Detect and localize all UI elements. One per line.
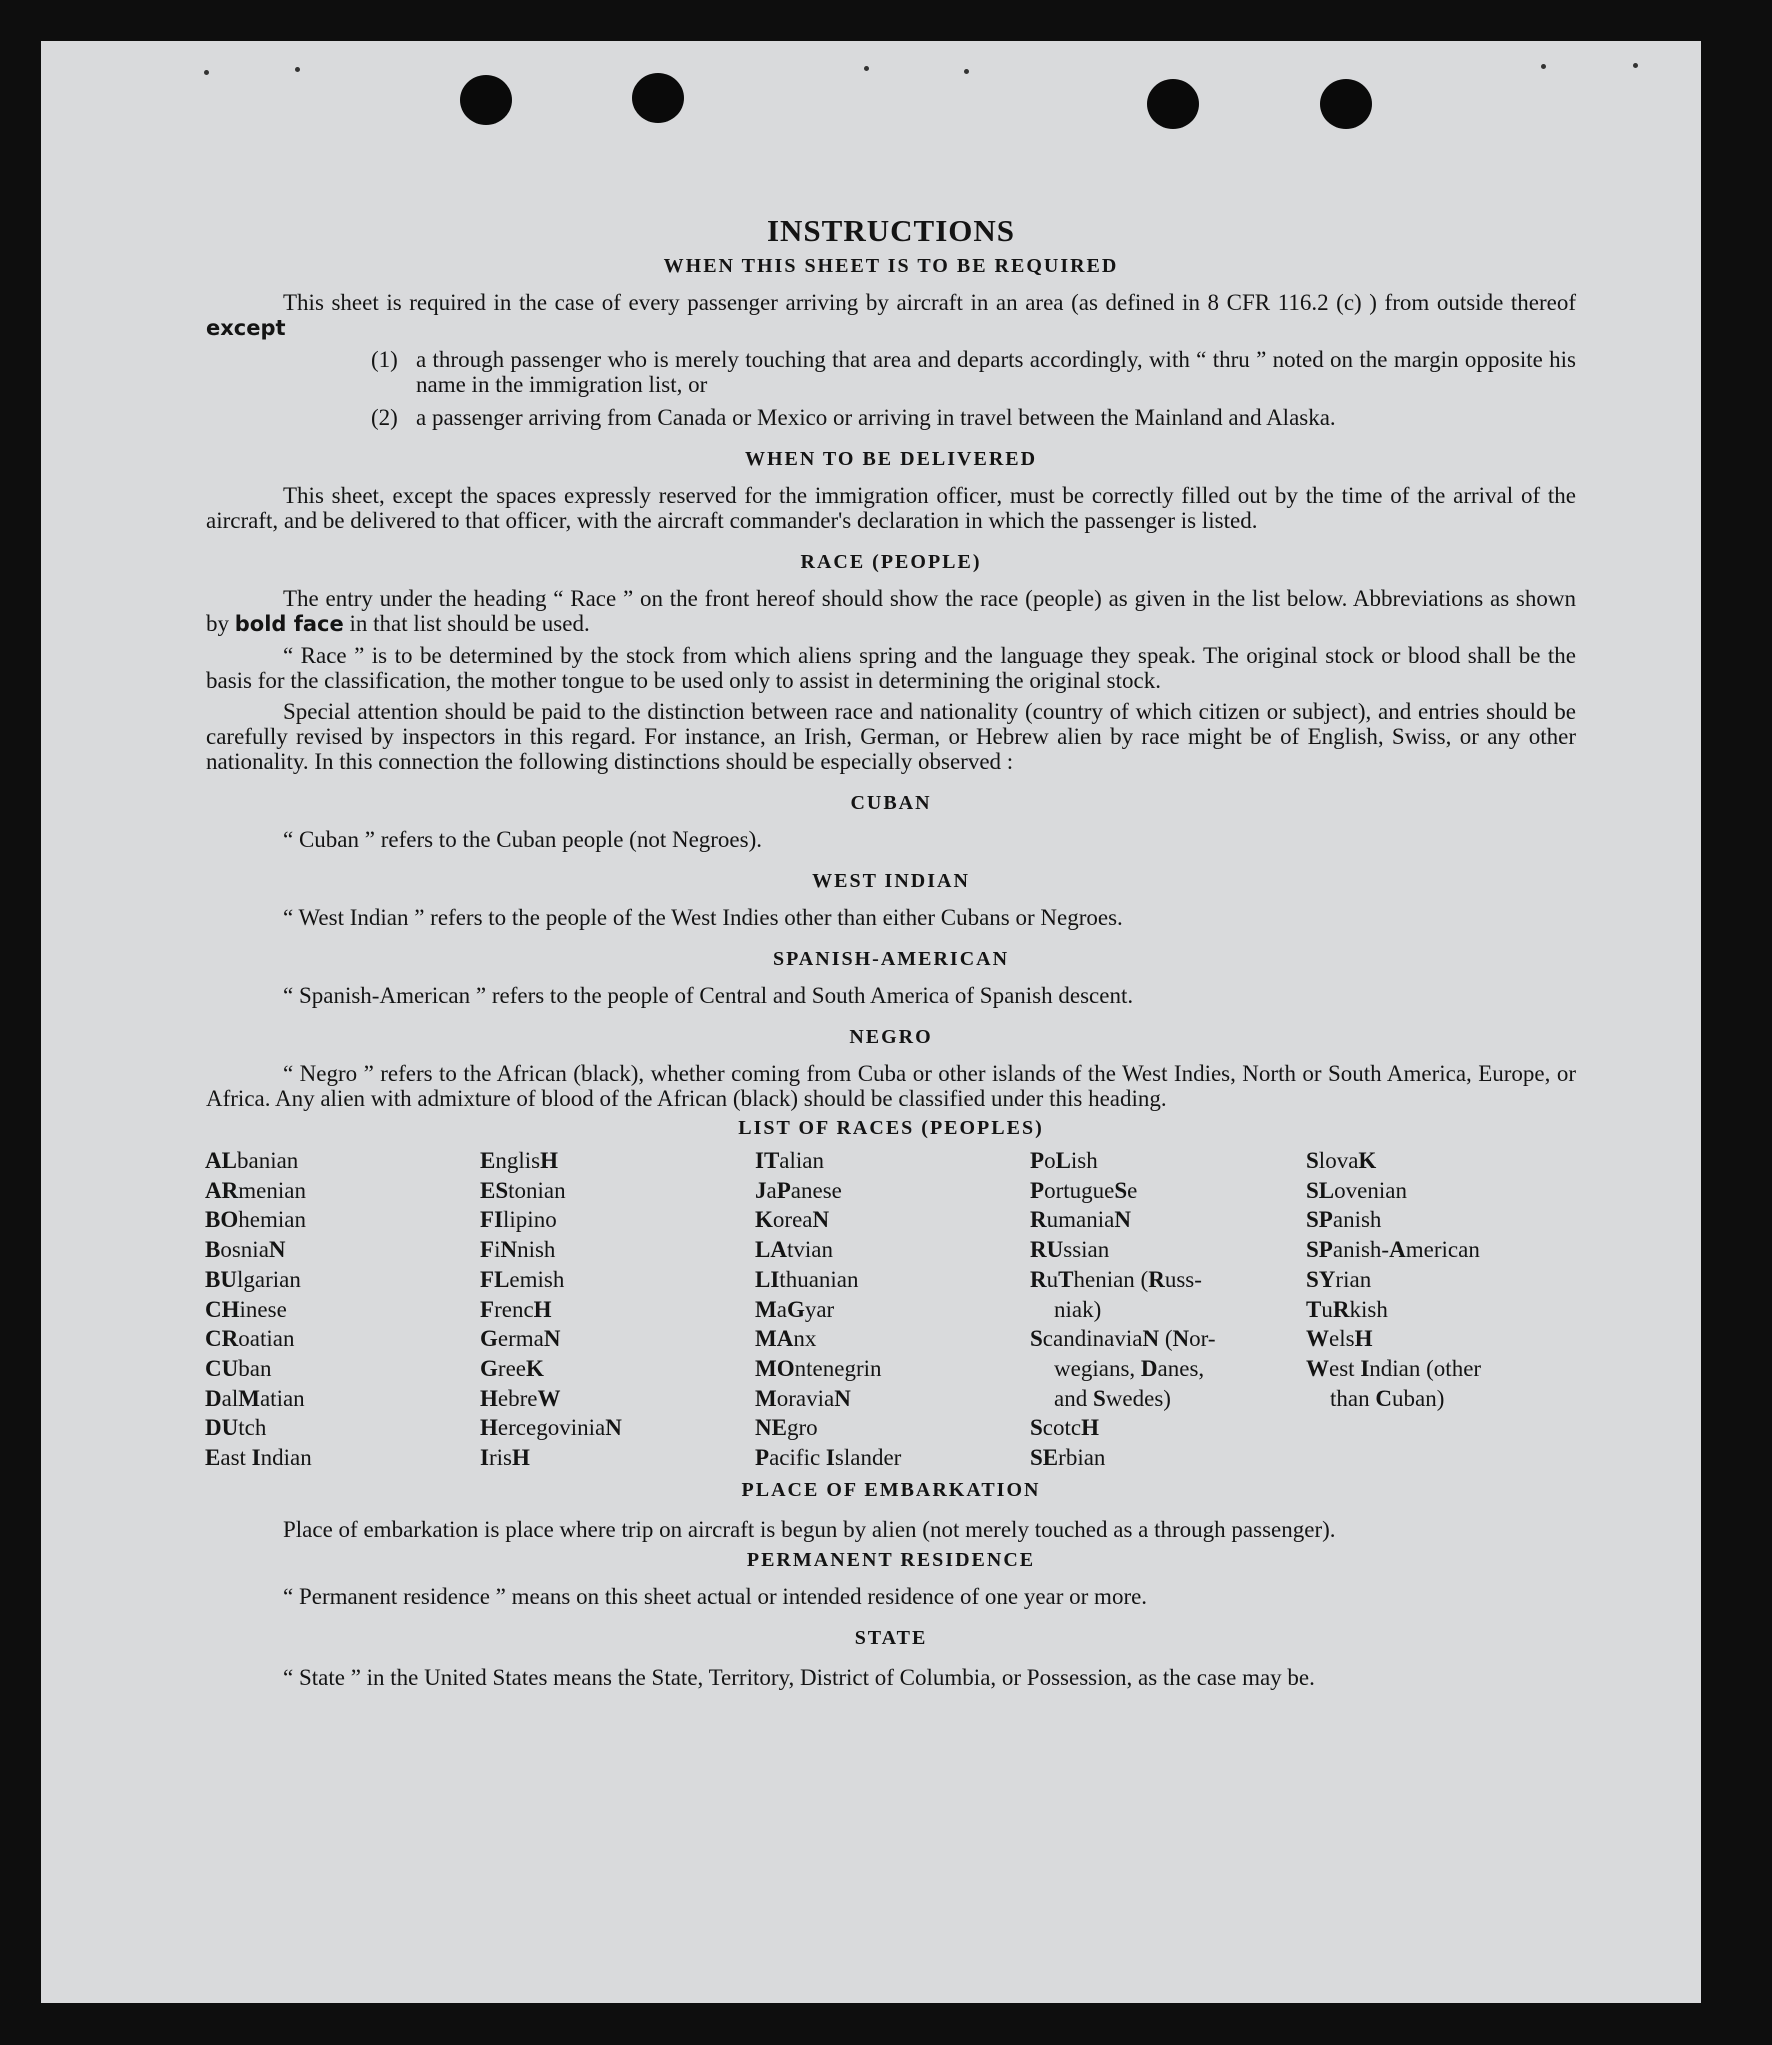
heading-state: STATE	[854, 1626, 928, 1649]
race-entry: CHinese	[205, 1296, 287, 1322]
race-entry: FLemish	[480, 1266, 565, 1292]
race-entry: HercegoviniaN	[480, 1415, 622, 1441]
heading-when-required: WHEN THIS SHEET IS TO BE REQUIRED	[663, 255, 1119, 277]
race-entry: WelsH	[1306, 1326, 1373, 1352]
race-entry: and Swedes)	[1054, 1385, 1171, 1411]
race-entry: BosniaN	[205, 1237, 286, 1263]
race-entry: GreeK	[480, 1355, 544, 1381]
paper-speck	[204, 70, 209, 75]
heading-cuban: CUBAN	[850, 792, 932, 814]
race-entry: ALbanian	[205, 1148, 299, 1173]
delivered-text: This sheet, except the spaces expressly reserved for the immigration officer, must be correctly filled out by the time of the arrival of the aircraft, and be delivered to that officer, with the aircraft commander's declaration in which the passenger is listed.	[206, 483, 1576, 533]
west-indian-text: “ West Indian ” refers to the people of the West Indies other than either Cubans or Negroes.	[283, 905, 1123, 930]
race-entry: niak)	[1054, 1296, 1102, 1322]
spanish-american-text: “ Spanish-American ” refers to the people of Central and South America of Spanish descent.	[283, 983, 1134, 1008]
state-text: “ State ” in the United States means the State, Territory, District of Columbia, or Possession, as the case may be.	[283, 1664, 1315, 1690]
race-column	[755, 1146, 1030, 1473]
race-entry: SPanish-American	[1306, 1237, 1480, 1263]
race-entry: TuRkish	[1306, 1296, 1388, 1322]
punch-hole	[1320, 79, 1372, 129]
race-entry: Pacific Islander	[755, 1445, 902, 1471]
race-entry: LIthuanian	[755, 1266, 859, 1292]
race-entry: CUban	[205, 1355, 272, 1381]
cuban-text: “ Cuban ” refers to the Cuban people (not Negroes).	[283, 827, 763, 852]
required-except: except	[206, 316, 286, 340]
punch-hole	[632, 73, 684, 123]
race-entry: SlovaK	[1306, 1148, 1377, 1173]
heading-spanish-american: SPANISH-AMERICAN	[772, 948, 1010, 970]
exception-list	[206, 347, 1576, 430]
race-entry: EStonian	[480, 1177, 566, 1203]
race-entry: than Cuban)	[1330, 1385, 1445, 1411]
document-sheet	[41, 41, 1701, 2003]
race-entry: BOhemian	[205, 1207, 306, 1233]
race-entry: West Indian (other	[1306, 1355, 1482, 1381]
race-entry: RuThenian (Russ-	[1030, 1266, 1202, 1292]
heading-embarkation: PLACE OF EMBARKATION	[741, 1478, 1041, 1501]
race-entry: FiNnish	[480, 1237, 556, 1263]
required-intro: This sheet is required in the case of every passenger arriving by aircraft in an area (as defined in 8 CFR 116.2 (c) ) from outside thereof except	[206, 290, 1576, 340]
heading-list-of-races: LIST OF RACES (PEOPLES)	[738, 1117, 1044, 1139]
paper-speck	[1633, 63, 1638, 68]
race-paragraph-1: The entry under the heading “ Race ” on the front hereof should show the race (people) as given in the list below. Abbreviations as shown by bold face in that list should be used.	[206, 586, 1576, 636]
race-paragraph-2: “ Race ” is to be determined by the stock from which aliens spring and the language they speak. The original stock or blood shall be the basis for the classification, the mother tongue to be used only to assist in determining the original stock.	[206, 643, 1576, 693]
race-entry: wegians, Danes,	[1054, 1355, 1205, 1381]
race-entry: ScandinaviaN (Nor-	[1030, 1326, 1216, 1352]
race-entry: ScotcH	[1030, 1415, 1100, 1441]
race-entry: BUlgarian	[205, 1266, 301, 1292]
race-entry: IrisH	[480, 1445, 530, 1471]
race-entry: ITalian	[755, 1148, 825, 1173]
race-list	[205, 1146, 1576, 1473]
race-column	[1030, 1146, 1306, 1473]
race-entry: MaGyar	[755, 1296, 835, 1322]
bold-face-label: bold face	[234, 612, 344, 636]
race-entry: KoreaN	[755, 1207, 830, 1233]
heading-permanent-residence: PERMANENT RESIDENCE	[746, 1548, 1036, 1571]
race-entry: ARmenian	[205, 1177, 306, 1203]
negro-text: “ Negro ” refers to the African (black), whether coming from Cuba or other islands of the West Indies, North or South America, Europe, or Africa. Any alien with admixture of blood of the African (black) should be classified under this heading.	[206, 1061, 1576, 1111]
race-entry: FrencH	[480, 1296, 552, 1322]
race-column	[480, 1146, 755, 1473]
race-entry: PortugueSe	[1030, 1177, 1138, 1203]
instructions-body	[206, 171, 1576, 1699]
race-entry: CRoatian	[205, 1326, 295, 1352]
paper-speck	[864, 66, 869, 71]
race-entry: MOntenegrin	[755, 1355, 882, 1381]
exception-item: (1) a through passenger who is merely touching that area and departs accordingly, with “ thru ” noted on the margin opposite his name in the immigration list, or	[371, 347, 1576, 397]
race-entry: NEgro	[755, 1415, 818, 1441]
race-entry: SYrian	[1306, 1266, 1372, 1292]
heading-negro: NEGRO	[849, 1026, 933, 1048]
race-column	[1306, 1146, 1575, 1473]
race-entry: HebreW	[480, 1385, 561, 1411]
exception-item: (2) a passenger arriving from Canada or Mexico or arriving in travel between the Mainland and Alaska.	[371, 405, 1336, 430]
race-column	[205, 1146, 480, 1473]
race-entry: East Indian	[205, 1445, 312, 1471]
race-entry: GermaN	[480, 1326, 561, 1352]
race-entry: RumaniaN	[1030, 1207, 1131, 1233]
race-entry: JaPanese	[755, 1177, 842, 1203]
race-entry: DalMatian	[205, 1385, 305, 1411]
race-entry: DUtch	[205, 1415, 267, 1441]
permanent-residence-text: “ Permanent residence ” means on this sheet actual or intended residence of one year or more.	[283, 1583, 1148, 1609]
embarkation-text: Place of embarkation is place where trip on aircraft is begun by alien (not merely touched as a through passenger).	[283, 1516, 1336, 1542]
race-entry: SPanish	[1306, 1207, 1382, 1233]
race-entry: EnglisH	[480, 1148, 558, 1173]
punch-hole	[460, 75, 512, 125]
race-paragraph-3: Special attention should be paid to the distinction between race and nationality (country of which citizen or subject), and entries should be carefully revised by inspectors in this regard. For instance, an Irish, German, or Hebrew alien by race might be of English, Swiss, or any other nationality. In this connection the following distinctions should be especially observed :	[206, 699, 1576, 774]
race-entry: LAtvian	[755, 1237, 833, 1263]
paper-speck	[295, 67, 300, 72]
heading-west-indian: WEST INDIAN	[812, 870, 970, 892]
paper-speck	[1541, 64, 1546, 69]
race-entry: RUssian	[1030, 1237, 1110, 1263]
paper-speck	[964, 69, 969, 74]
race-entry: FIlipino	[480, 1207, 557, 1233]
document-title: INSTRUCTIONS	[766, 213, 1015, 248]
heading-when-delivered: WHEN TO BE DELIVERED	[744, 448, 1038, 470]
race-entry: MoraviaN	[755, 1385, 851, 1411]
race-entry: SErbian	[1030, 1445, 1106, 1471]
race-entry: MAnx	[755, 1326, 817, 1352]
heading-race: RACE (PEOPLE)	[800, 551, 982, 573]
race-entry: PoLish	[1030, 1148, 1098, 1173]
punch-hole	[1147, 79, 1199, 129]
race-entry: SLovenian	[1306, 1177, 1407, 1203]
